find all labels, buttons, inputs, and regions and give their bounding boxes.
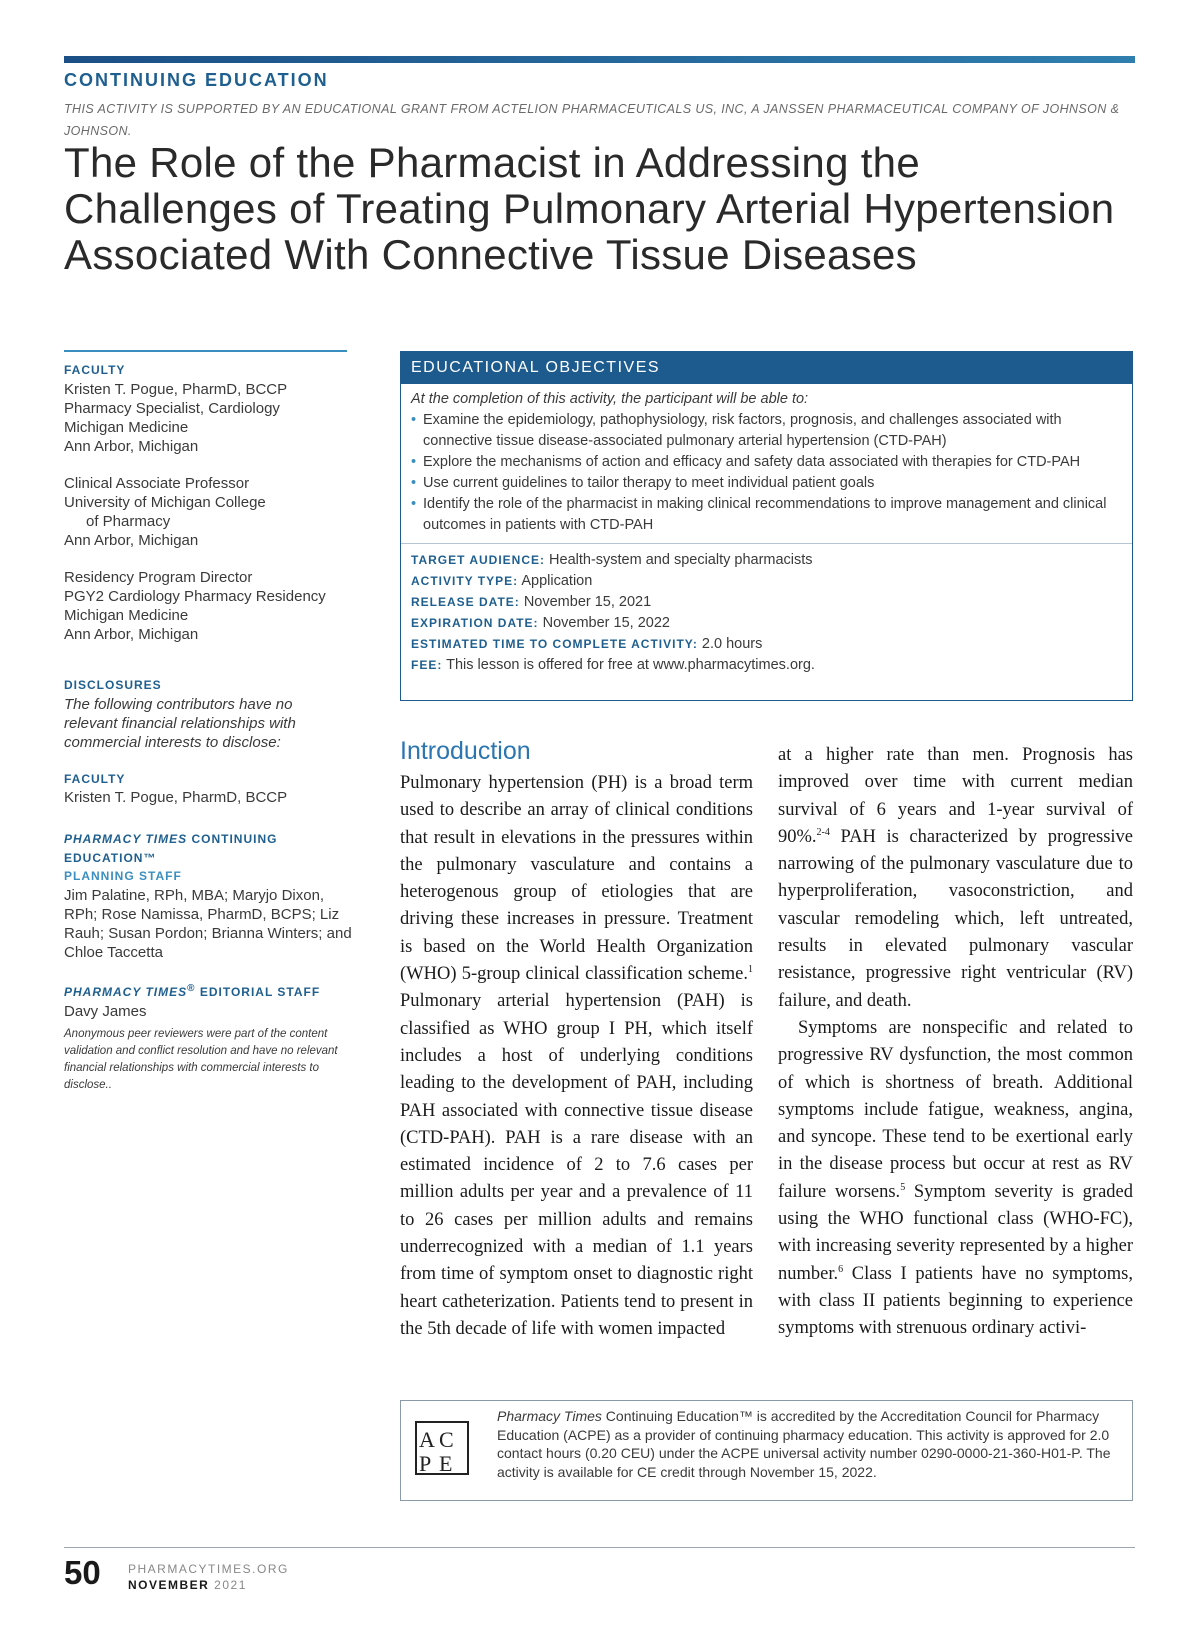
educational-objectives-box	[400, 351, 1133, 701]
body-text: Symptom severity is graded using the WHO functional class (WHO-FC), with increasing severity represented by a higher number.	[778, 1181, 1133, 1284]
info-label: RELEASE DATE:	[411, 595, 520, 609]
activity-info	[401, 544, 1132, 676]
disclosures-heading: DISCLOSURES	[64, 678, 162, 692]
accreditation-text	[497, 1407, 1117, 1481]
ce-heading-rest: CONTINUING EDUCATION™	[64, 832, 278, 865]
faculty-disclosure-heading: FACULTY	[64, 772, 126, 786]
objective-text: Use current guidelines to tailor therapy to meet individual patient goals	[423, 475, 875, 491]
footer-date	[128, 1578, 247, 1592]
bullet-icon: •	[411, 475, 417, 491]
citation: 1	[748, 963, 753, 975]
info-label: TARGET AUDIENCE:	[411, 553, 545, 567]
info-value: This lesson is offered for free at www.pharmacytimes.org.	[442, 657, 815, 673]
objective-item	[411, 473, 1122, 494]
expiration-date-row	[411, 613, 1122, 634]
acpe-logo-letter: E	[439, 1451, 453, 1476]
body-text: Class I patients have no symptoms, with class II patients beginning to experience symptoms with strenuous ordinary activi-	[778, 1263, 1133, 1339]
estimated-time-row	[411, 634, 1122, 655]
faculty-line: Clinical Associate Professor	[64, 475, 250, 492]
planning-staff-heading: PLANNING STAFF	[64, 869, 182, 883]
body-text: PAH is characterized by progressive narrowing of the pulmonary vasculature due to hyperproliferation, vasoconstriction, and vascular remodeling which, left untreated, results in elevated pulmonary vascular resistance, progressive right ventricular (RV) failure, and death.	[778, 826, 1133, 1011]
accreditation-box	[400, 1400, 1133, 1501]
body-column-2	[778, 742, 1133, 1343]
faculty-line: Michigan Medicine	[64, 419, 189, 436]
activity-type-row	[411, 571, 1122, 592]
section-label: CONTINUING EDUCATION	[64, 70, 329, 90]
objective-item	[411, 494, 1122, 536]
faculty-line: Residency Program Director	[64, 569, 253, 586]
faculty-line: PGY2 Cardiology Pharmacy Residency	[64, 588, 326, 605]
info-value: Application	[518, 573, 593, 589]
body-text: Pulmonary arterial hypertension (PAH) is classified as WHO group I PH, which itself includes a host of underlying conditions leading to the development of PAH, including PAH associated with connective tissue disease (CTD-PAH). PAH is a rare disease with an estimated incidence of 2 to 7.6 cases per million adults per year and a prevalence of 11 to 26 cases per million adults and remains underrecognized with a median of 1.1 years from time of symptom onset to diagnostic right heart catheterization. Patients tend to present in the 5th decade of life with women impacted	[400, 991, 753, 1339]
info-label: ACTIVITY TYPE:	[411, 574, 519, 588]
editorial-staff-name: Davy James	[64, 1003, 147, 1020]
faculty-block-3	[64, 568, 354, 644]
info-label: FEE:	[411, 658, 443, 672]
accreditation-italic: Pharmacy Times	[497, 1408, 602, 1424]
faculty-line: University of Michigan College	[64, 494, 266, 511]
introduction-heading: Introduction	[400, 737, 531, 765]
faculty-line: Ann Arbor, Michigan	[64, 438, 199, 455]
bullet-icon: •	[411, 412, 417, 428]
faculty-line: Pharmacy Specialist, Cardiology	[64, 400, 280, 417]
citation: 6	[838, 1263, 844, 1275]
objective-item	[411, 410, 1122, 452]
objectives-header: EDUCATIONAL OBJECTIVES	[401, 352, 1132, 384]
info-value: Health-system and specialty pharmacists	[545, 552, 813, 568]
body-text: at a higher rate than men. Prognosis has improved over time with current median survival of 6 years and 1-year survival of 90%.	[778, 745, 1133, 847]
acpe-logo-letter: C	[439, 1427, 454, 1452]
ce-staff-heading	[64, 830, 314, 868]
article-title: The Role of the Pharmacist in Addressing the Challenges of Treating Pulmonary Arterial Hypertension Associated With Connective Tissue Diseases	[64, 139, 1115, 278]
acpe-logo-letter: P	[419, 1451, 432, 1476]
citation: 5	[900, 1181, 906, 1193]
citation: 2-4	[816, 826, 830, 838]
faculty-block-1	[64, 380, 354, 456]
body-text: Pulmonary hypertension (PH) is a broad term used to describe an array of clinical conditions that result in elevations in the pressures within the pulmonary vasculature and contains a heterogenous group of etiologies that are driving these increases in pressure. Treatment is based on the World Health Organization (WHO) 5-group clinical classification scheme.	[400, 773, 753, 985]
objective-item	[411, 452, 1122, 473]
faculty-line: Ann Arbor, Michigan	[64, 626, 199, 643]
editorial-staff-heading	[64, 985, 320, 999]
faculty-heading: FACULTY	[64, 363, 126, 377]
body-paragraph	[778, 742, 1133, 1015]
release-date-row	[411, 592, 1122, 613]
acpe-logo	[415, 1421, 473, 1477]
top-accent-rule	[64, 56, 1135, 63]
body-paragraph	[778, 1015, 1133, 1343]
faculty-line: Kristen T. Pogue, PharmD, BCCP	[64, 381, 288, 398]
faculty-line: Ann Arbor, Michigan	[64, 532, 199, 549]
sidebar-rule	[64, 350, 347, 352]
bullet-icon: •	[411, 454, 417, 470]
planning-staff-text: Jim Palatine, RPh, MBA; Maryjo Dixon, RPh; Rose Namissa, PharmD, BCPS; Liz Rauh; Susan Pordon; Brianna Winters; and Chloe Taccetta	[64, 887, 352, 961]
footer-year: 2021	[209, 1578, 247, 1592]
info-label: ESTIMATED TIME TO COMPLETE ACTIVITY:	[411, 637, 698, 651]
acpe-logo-letter: A	[419, 1427, 435, 1452]
disclosures-text: The following contributors have no relevant financial relationships with commercial interests to disclose:	[64, 696, 296, 751]
body-column-1	[400, 770, 753, 1343]
footer-month: NOVEMBER	[128, 1578, 210, 1592]
info-value: November 15, 2021	[519, 594, 652, 610]
info-value: 2.0 hours	[697, 636, 763, 652]
page-number: 50	[64, 1554, 101, 1591]
support-note: THIS ACTIVITY IS SUPPORTED BY AN EDUCATIONAL GRANT FROM ACTELION PHARMACEUTICALS US, INC, A JANSSEN PHARMACEUTICAL COMPANY OF JOHNSON & JOHNSON.	[64, 102, 1120, 138]
faculty-line: of Pharmacy	[86, 513, 171, 530]
ce-heading-italic: PHARMACY TIMES	[64, 832, 188, 846]
body-text: Symptoms are nonspecific and related to progressive RV dysfunction, the most common of which is shortness of breath. Additional symptoms include fatigue, weakness, angina, and syncope. These tend to be exertional early in the disease process but occur at rest as RV failure worsens.	[778, 1017, 1133, 1202]
reviewers-note: Anonymous peer reviewers were part of the content validation and conflict resolution and have no relevant financial relationships with commercial interests to disclose..	[64, 1028, 338, 1091]
objectives-intro: At the completion of this activity, the participant will be able to:	[411, 391, 809, 407]
editorial-heading-rest: EDITORIAL STAFF	[195, 985, 321, 999]
footer-site: PHARMACYTIMES.ORG	[128, 1562, 289, 1576]
editorial-heading-italic: PHARMACY TIMES	[64, 985, 188, 999]
faculty-disclosure-name: Kristen T. Pogue, PharmD, BCCP	[64, 789, 288, 806]
objective-text: Examine the epidemiology, pathophysiology, risk factors, prognosis, and challenges associated with connective tissue disease-associated pulmonary arterial hypertension (CTD-PAH)	[423, 412, 1062, 449]
registered-mark: ®	[187, 983, 196, 994]
target-audience-row	[411, 550, 1122, 571]
faculty-line: Michigan Medicine	[64, 607, 189, 624]
accreditation-body: Continuing Education™ is accredited by the Accreditation Council for Pharmacy Education (ACPE) as a provider of continuing pharmacy education. This activity is approved for 2.0 contact hours (0.20 CEU) under the ACPE universal activity number 0290-0000-21-360-H01-P. The activity is available for CE credit through November 15, 2022.	[497, 1408, 1111, 1480]
bullet-icon: •	[411, 496, 417, 512]
footer-rule	[64, 1547, 1135, 1548]
faculty-block-2	[64, 474, 354, 550]
objective-text: Explore the mechanisms of action and efficacy and safety data associated with therapies for CTD-PAH	[423, 454, 1081, 470]
info-value: November 15, 2022	[538, 615, 670, 631]
fee-row	[411, 655, 1122, 676]
objective-text: Identify the role of the pharmacist in making clinical recommendations to improve management and clinical outcomes in patients with CTD-PAH	[423, 496, 1107, 533]
info-label: EXPIRATION DATE:	[411, 616, 539, 630]
